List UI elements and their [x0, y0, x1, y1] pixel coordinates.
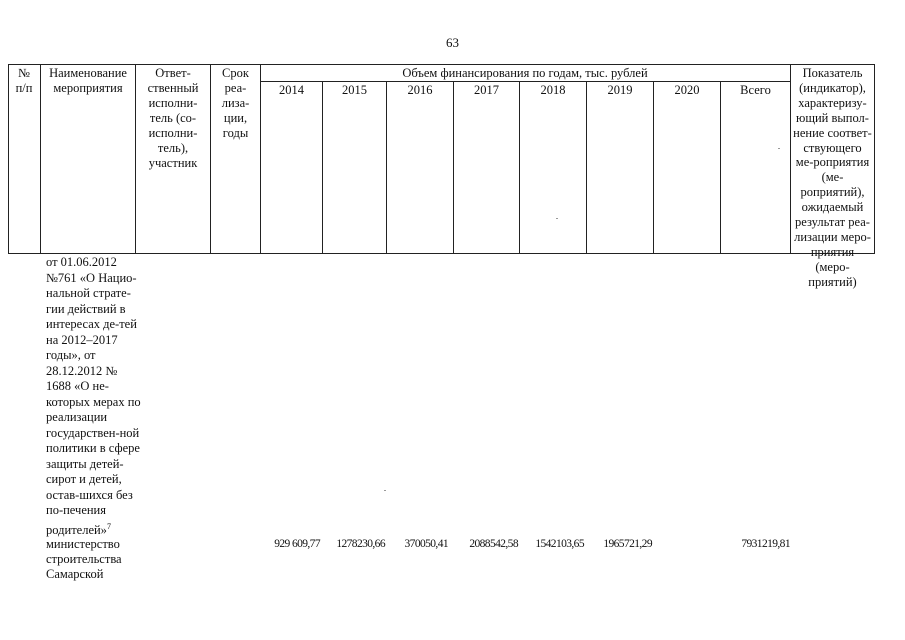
header-indicator: Показатель (индикатор), характеризу-ющий выпол-нение соответ-ствующего ме-роприятия (ме-роприятий), ожидаемый результат реа-лизации меро-приятия (меро-приятий)	[793, 66, 872, 289]
year-2018: 2018	[540, 83, 566, 97]
value-2016: 370050,41	[404, 538, 448, 550]
header-executor: Ответ-ственный исполни-тель (со-исполни-тель), участник	[147, 66, 199, 170]
row-executor: министерство строительства Самарской	[46, 537, 122, 581]
header-name: Наименование мероприятия	[49, 66, 127, 95]
scan-speck	[384, 490, 386, 491]
year-2014: 2014	[279, 83, 304, 97]
value-2015: 1278230,66	[336, 538, 385, 550]
scan-speck	[556, 218, 558, 219]
value-total: 7931219,81	[741, 538, 790, 550]
header-num: № п/п	[15, 66, 33, 95]
page-number: 63	[446, 35, 459, 50]
value-2014: 929 609,77	[274, 538, 320, 550]
footnote-marker: 7	[106, 521, 111, 531]
continuation-text	[46, 255, 142, 538]
year-2016: 2016	[407, 83, 433, 97]
value-2019: 1965721,29	[603, 538, 652, 550]
year-2015: 2015	[342, 83, 367, 97]
value-2017: 2088542,58	[469, 538, 518, 550]
scan-speck	[778, 148, 780, 149]
year-2017: 2017	[474, 83, 499, 97]
header-term: Срок реа-лиза-ции, годы	[221, 66, 250, 140]
continuation-body: от 01.06.2012 №761 «О Нацио-нальной страте-гии действий в интересах де-тей на 2012–2017 годы», от 28.12.2012 № 1688 «О не-которых мерах по реализации государствен-ной политики в сфере защиты детей-сирот и детей, остав-шихся без по-печения родителей»	[46, 255, 141, 537]
year-2019: 2019	[607, 83, 633, 97]
year-total: Всего	[740, 83, 771, 97]
value-2018: 1542103,65	[535, 538, 584, 550]
year-2020: 2020	[674, 83, 700, 97]
header-funding: Объем финансирования по годам, тыс. рублей	[402, 66, 648, 80]
